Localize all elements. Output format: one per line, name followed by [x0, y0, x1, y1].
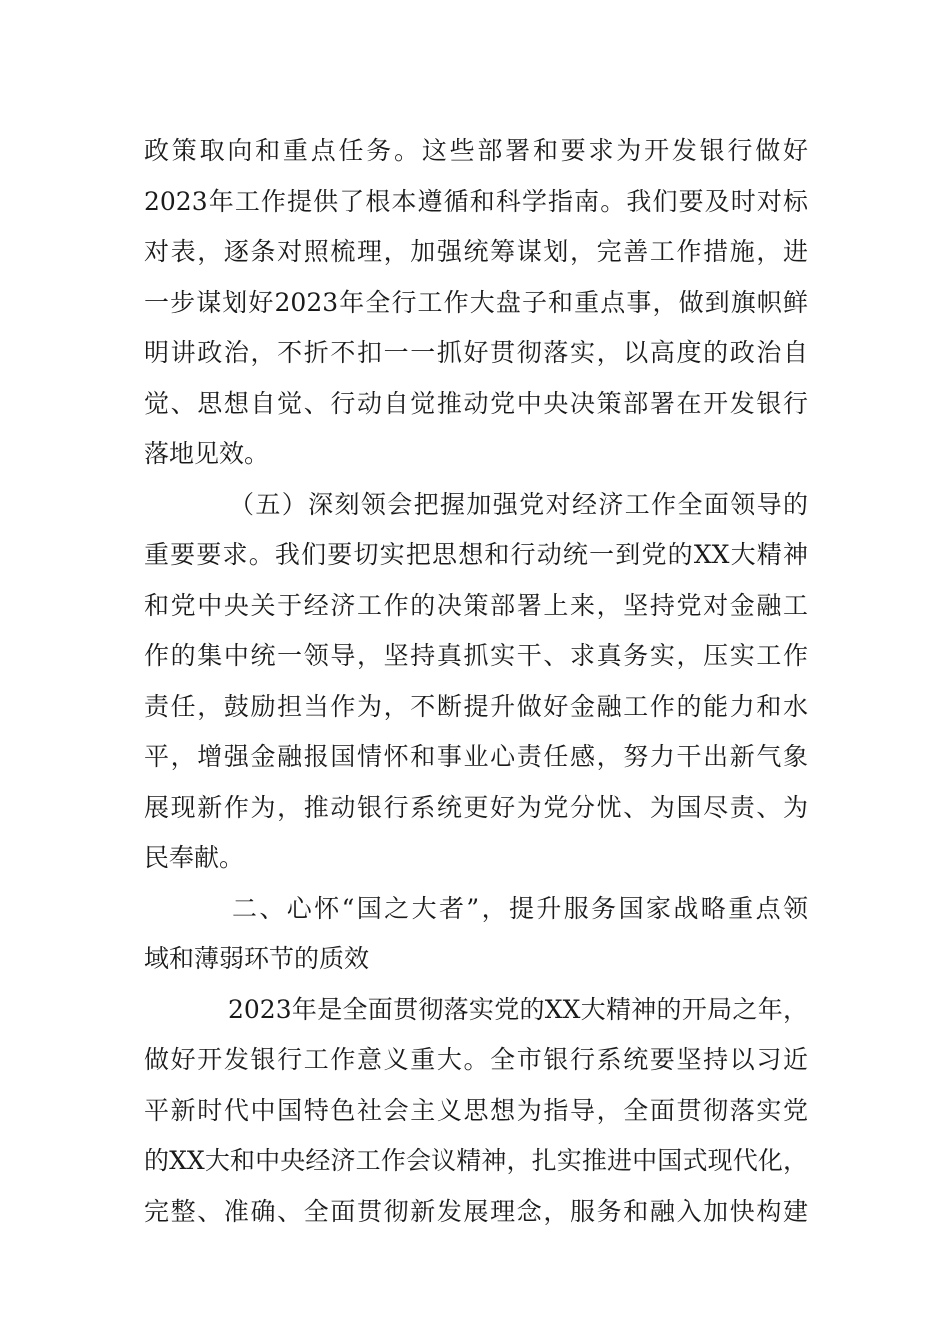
text-line: 责任，鼓励担当作为，不断提升做好金融工作的能力和水 — [144, 691, 808, 721]
text-line: 平，增强金融报国情怀和事业心责任感，努力干出新气象 — [144, 742, 808, 771]
text-line: 觉、思想自觉、行动自觉推动党中央决策部署在开发银行 — [144, 388, 808, 418]
text-line: 对表，逐条对照梳理，加强统筹谋划，完善工作措施，进 — [144, 237, 808, 266]
text-line: 和党中央关于经济工作的决策部署上来，坚持党对金融工 — [144, 590, 808, 620]
text-line: 落地见效。 — [144, 439, 270, 468]
document-body — [144, 126, 808, 1237]
text-line: 一步谋划好2023年全行工作大盘子和重点事，做到旗帜鲜 — [144, 287, 808, 317]
text-line: 民奉献。 — [144, 843, 245, 872]
text-line: 政策取向和重点任务。这些部署和要求为开发银行做好 — [144, 136, 808, 165]
text-line: 明讲政治，不折不扣一一抓好贯彻落实，以高度的政治自 — [144, 338, 808, 367]
text-line: 作的集中统一领导，坚持真抓实干、求真务实，压实工作 — [144, 641, 808, 670]
subheading-line: （五）深刻领会把握加强党对经济工作全面领导的 — [229, 489, 808, 519]
section-heading-2 — [144, 884, 808, 985]
text-line: 的XX大和中央经济工作会议精神，扎实推进中国式现代化， — [144, 1146, 808, 1175]
heading-line: 域和薄弱环节的质效 — [144, 944, 370, 973]
paragraph-party-leadership — [144, 480, 808, 884]
text-line: 2023年是全面贯彻落实党的XX大精神的开局之年， — [228, 994, 808, 1024]
text-line: 展现新作为，推动银行系统更好为党分忧、为国尽责、为 — [144, 792, 808, 822]
text-line: 重要要求。我们要切实把思想和行动统一到党的XX大精神 — [144, 540, 808, 569]
heading-line: 二、心怀“国之大者”，提升服务国家战略重点领 — [232, 893, 808, 923]
text-line: 2023年工作提供了根本遵循和科学指南。我们要及时对标 — [144, 186, 808, 216]
paragraph-2023-opening-year — [144, 985, 808, 1238]
paragraph-policy-orientation — [144, 126, 808, 480]
text-line: 做好开发银行工作意义重大。全市银行系统要坚持以习近 — [144, 1045, 808, 1074]
text-line: 平新时代中国特色社会主义思想为指导，全面贯彻落实党 — [144, 1095, 808, 1125]
text-line: 完整、准确、全面贯彻新发展理念，服务和融入加快构建 — [144, 1196, 808, 1226]
